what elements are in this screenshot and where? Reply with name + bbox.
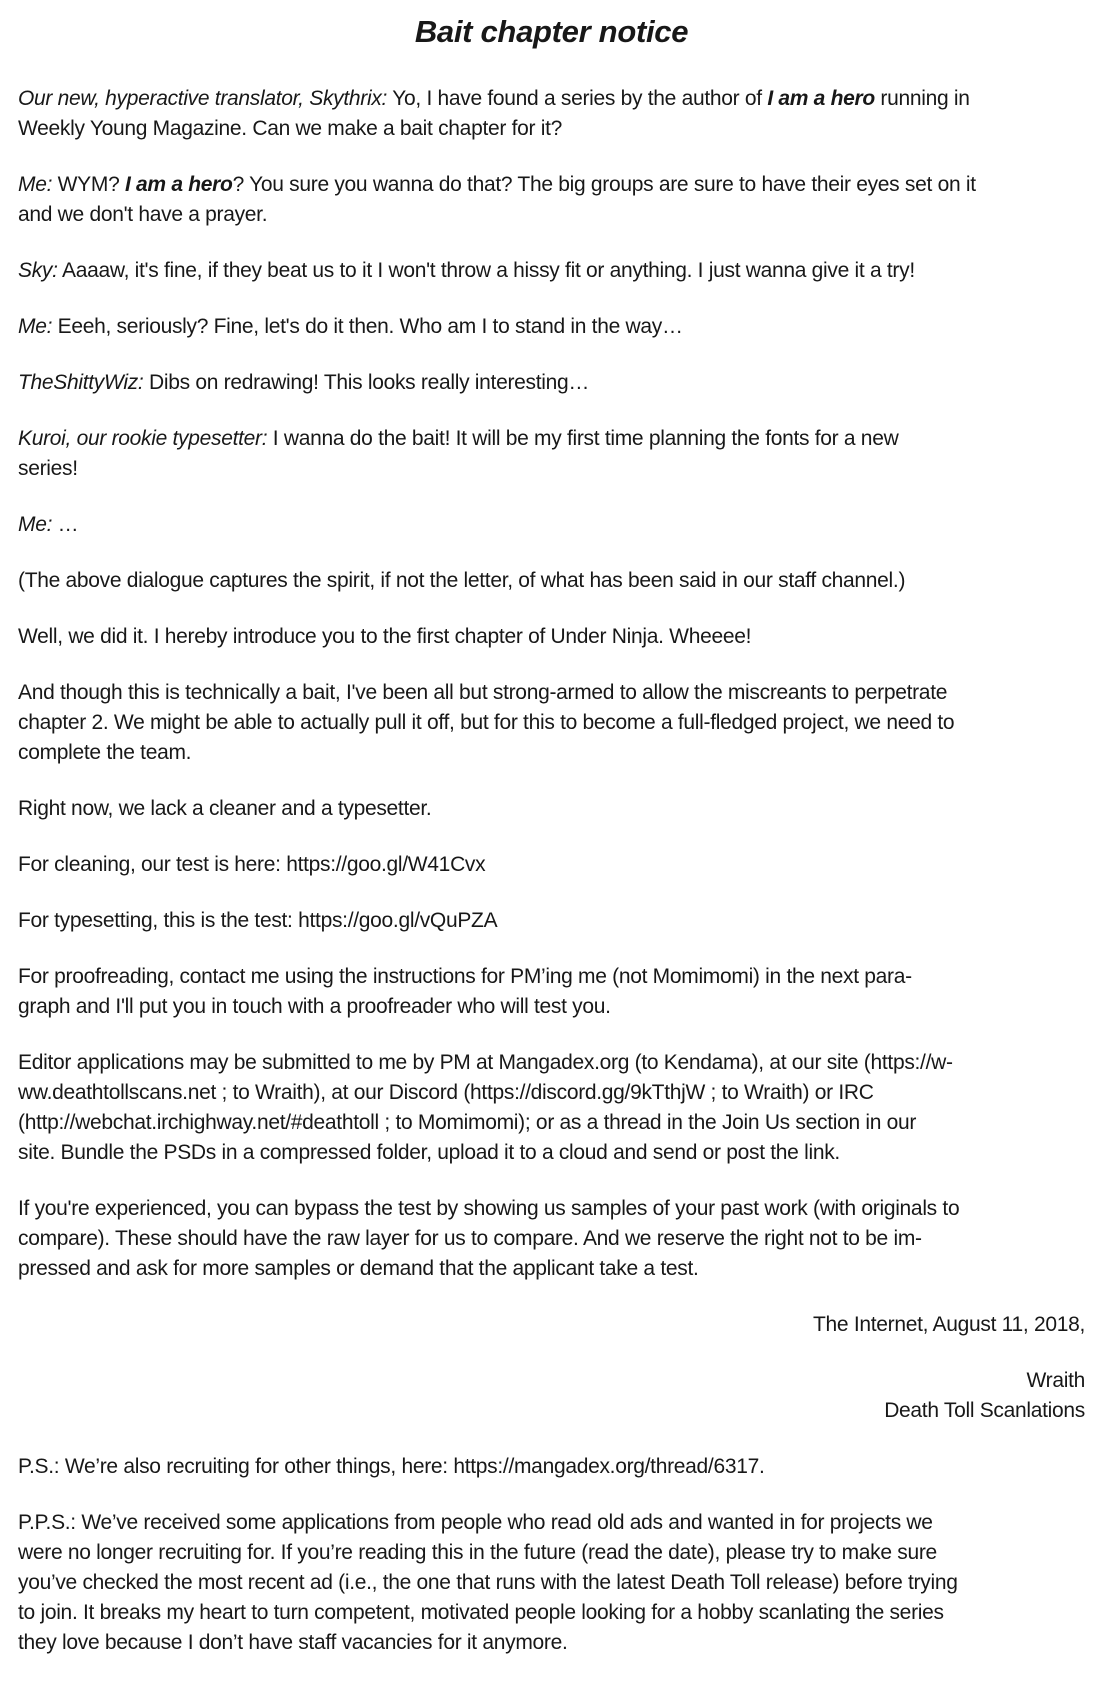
text-run: they love because I don’t have staff vacancies for it anymore. [18,1631,568,1654]
text-run: If you're experienced, you can bypass the test by showing us samples of your past work (with originals to [18,1197,960,1220]
paragraph-line [18,1078,1085,1108]
paragraph-line [18,256,1085,286]
bait-explanation [18,678,1085,768]
speaker-label: Me: [18,173,53,196]
paragraph-line [18,1568,1085,1598]
paragraph-line [18,1598,1085,1628]
paragraph-line [18,1108,1085,1138]
page-title: Bait chapter notice [414,14,689,49]
notice-body [18,84,1085,1658]
text-run: Death Toll Scanlations [884,1399,1085,1422]
paragraph-line [18,1366,1085,1396]
text-run: Weekly Young Magazine. Can we make a bait chapter for it? [18,117,563,140]
paragraph-line [18,850,1085,880]
text-run: Aaaaw, it's fine, if they beat us to it I won't throw a hissy fit or anything. I just wanna give it a try! [57,259,915,282]
dialogue-me-3 [18,510,1085,540]
paragraph-line [18,312,1085,342]
dialogue-me-2 [18,312,1085,342]
paragraph-line [18,424,1085,454]
series-title-emphasis: I am a hero [124,173,233,196]
text-run: compare). These should have the raw layer for us to compare. And we reserve the right not to be im- [18,1227,922,1250]
dialogue-skythrix [18,84,1085,144]
text-run: series! [18,457,78,480]
paragraph-line [18,84,1085,114]
url-text: https://mangadex.org/thread/6317. [453,1455,765,1478]
paragraph-line [18,1194,1085,1224]
speaker-label: TheShittyWiz: [18,371,144,394]
text-run: And though this is technically a bait, I've been all but strong-armed to allow the miscreants to perpetrate [18,681,948,704]
text-run: P.P.S.: We’ve received some applications from people who read old ads and wanted in for projects we [18,1511,933,1534]
text-run: graph and I'll put you in touch with a proofreader who will test you. [18,995,611,1018]
paragraph-line [18,566,1085,596]
text-run: (The above dialogue captures the spirit, if not the letter, of what has been said in our staff channel.) [18,569,906,592]
text-run: P.S.: We’re also recruiting for other things, here: [18,1455,454,1478]
paragraph-line [18,1224,1085,1254]
paragraph-line [18,1048,1085,1078]
paragraph-line [18,794,1085,824]
text-run: For proofreading, contact me using the instructions for PM’ing me (not Momimomi) in the next para- [18,965,912,988]
paragraph-line [18,992,1085,1022]
text-run: ? You sure you wanna do that? The big groups are sure to have their eyes set on it [232,173,976,196]
editor-applications [18,1048,1085,1168]
paragraph-line [18,1452,1085,1482]
speaker-label: Sky: [18,259,58,282]
paragraph-line [18,170,1085,200]
url-text: https://goo.gl/W41Cvx [286,853,486,876]
dialogue-note [18,566,1085,596]
paragraph-line [18,962,1085,992]
series-title-emphasis: I am a hero [767,87,875,110]
staff-needs [18,794,1085,824]
text-run: to join. It breaks my heart to turn competent, motivated people looking for a hobby scanlating the series [18,1601,944,1624]
text-run: you’ve checked the most recent ad (i.e., the one that runs with the latest Death Toll release) before trying [18,1571,958,1594]
speaker-label: Me: [18,315,53,338]
text-run: WYM? [52,173,125,196]
paragraph-line [18,510,1085,540]
paragraph-line [18,622,1085,652]
paragraph-line [18,708,1085,738]
text-run: The Internet, August 11, 2018, [813,1313,1085,1336]
proofreading-contact [18,962,1085,1022]
text-run: ww.deathtollscans.net ; to Wraith), at our Discord (https://discord.gg/9kTthjW ; to Wraith) or IRC [18,1081,874,1104]
text-run: chapter 2. We might be able to actually pull it off, but for this to become a full-fledged project, we need to [18,711,955,734]
url-text: https://goo.gl/vQuPZA [298,909,498,932]
text-run: site. Bundle the PSDs in a compressed folder, upload it to a cloud and send or post the link. [18,1141,840,1164]
text-run: complete the team. [18,741,192,764]
paragraph-line [18,454,1085,484]
text-run: were no longer recruiting for. If you’re reading this in the future (read the date), please try to make sure [18,1541,937,1564]
dialogue-sky [18,256,1085,286]
text-run: (http://webchat.irchighway.net/#deathtoll ; to Momimomi); or as a thread in the Join Us section in our [18,1111,917,1134]
speaker-label: Me: [18,513,53,536]
paragraph-line [18,738,1085,768]
paragraph-line [18,114,1085,144]
dialogue-kuroi [18,424,1085,484]
intro-announcement [18,622,1085,652]
experienced-bypass [18,1194,1085,1284]
speaker-label: Kuroi, our rookie typesetter: [18,427,268,450]
text-run: Well, we did it. I hereby introduce you to the first chapter of Under Ninja. Wheeee! [18,625,752,648]
paragraph-line [18,1138,1085,1168]
postscript [18,1452,1085,1482]
paragraph-line [18,1396,1085,1426]
text-run: … [52,513,79,536]
text-run: pressed and ask for more samples or demand that the applicant take a test. [18,1257,699,1280]
text-run: For cleaning, our test is here: [18,853,287,876]
paragraph-line [18,1628,1085,1658]
paragraph-line [18,1508,1085,1538]
paragraph-line [18,1538,1085,1568]
dateline [18,1310,1085,1340]
text-run: running in [874,87,970,110]
paragraph-line [18,906,1085,936]
text-run: Right now, we lack a cleaner and a typesetter. [18,797,432,820]
cleaning-test [18,850,1085,880]
paragraph-line [18,1254,1085,1284]
post-postscript [18,1508,1085,1658]
text-run: I wanna do the bait! It will be my first time planning the fonts for a new [267,427,899,450]
text-run: Yo, I have found a series by the author of [387,87,768,110]
text-run: Eeeh, seriously? Fine, let's do it then. Who am I to stand in the way… [52,315,683,338]
text-run: Editor applications may be submitted to me by PM at Mangadex.org (to Kendama), at our site (https://w- [18,1051,953,1074]
dialogue-me-1 [18,170,1085,230]
paragraph-line [18,368,1085,398]
paragraph-line [18,1310,1085,1340]
paragraph-line [18,678,1085,708]
signature [18,1366,1085,1426]
text-run: Dibs on redrawing! This looks really interesting… [143,371,590,394]
dialogue-theshittywiz [18,368,1085,398]
speaker-label: Our new, hyperactive translator, Skythrix: [18,87,388,110]
text-run: For typesetting, this is the test: [18,909,299,932]
typesetting-test [18,906,1085,936]
text-run: and we don't have a prayer. [18,203,268,226]
paragraph-line [18,200,1085,230]
text-run: Wraith [1026,1369,1085,1392]
